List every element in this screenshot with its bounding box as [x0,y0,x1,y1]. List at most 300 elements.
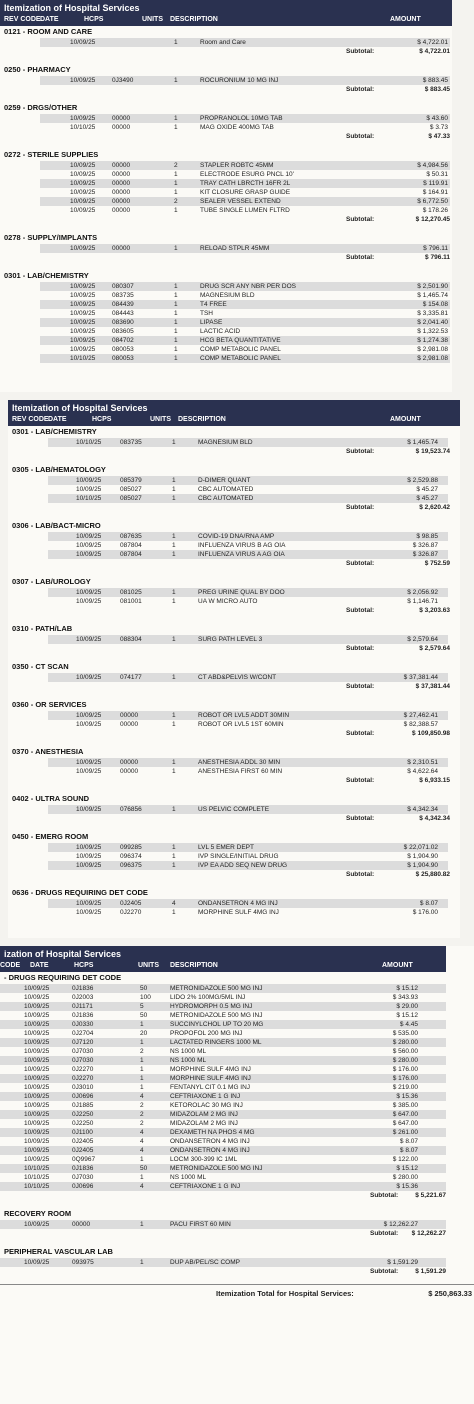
line-item-row [48,861,448,870]
subtotal-value: $ 883.45 [424,86,450,93]
subtotal-label: Subtotal: [370,1192,399,1199]
line-item-date: 10/09/25 [70,283,96,290]
line-item-description: TRAY CATH LBRCTH 16FR 2L [200,180,291,187]
line-item-description: LACTIC ACID [200,328,241,335]
line-item-date: 10/09/25 [76,533,102,540]
charge-section [8,661,460,699]
line-item-row [0,1038,446,1047]
line-item-units: 5 [140,1003,144,1010]
line-item-description: PREG URINE QUAL BY DOO [198,589,285,596]
line-item-units: 1 [172,439,176,446]
col-description: DESCRIPTION [170,962,218,969]
subtotal-label: Subtotal: [346,871,375,878]
line-item-hcps: 083735 [120,439,142,446]
line-item-amount: $ 176.00 [392,1066,418,1073]
line-item-row [48,485,448,494]
line-item-date: 10/09/25 [24,1030,50,1037]
line-item-amount: $ 43.60 [426,115,448,122]
line-item-description: DRUG SCR ANY NBR PER DOS [200,283,296,290]
line-item-description: ONDANSETRON 4 MG INJ [170,1138,250,1145]
line-item-hcps: 096374 [120,853,142,860]
line-item-description: HYDROMORPH 0.5 MG INJ [170,1003,253,1010]
charge-section [8,746,460,793]
line-item-hcps: 00000 [120,721,139,728]
subtotal-value: $ 25,880.82 [415,871,450,878]
line-item-date: 10/09/25 [70,180,96,187]
subtotal-label: Subtotal: [370,1230,399,1237]
line-item-description: CT ABD&PELVIS W/CONT [198,674,277,681]
line-item-units: 1 [172,589,176,596]
line-item-date: 10/10/25 [76,439,102,446]
line-item-date: 10/10/25 [70,355,96,362]
charge-section [0,972,474,1208]
subtotal-label: Subtotal: [346,48,375,55]
section-subtotal [0,47,452,58]
line-item-amount: $ 4.45 [399,1021,418,1028]
line-item-date: 10/09/25 [70,292,96,299]
line-item-date: 10/09/25 [76,712,102,719]
line-item-row [0,984,446,993]
line-item-units: 1 [174,292,178,299]
line-item-row [40,300,450,309]
line-item-amount: $ 560.00 [392,1048,418,1055]
line-item-hcps: 00000 [120,768,139,775]
line-item-hcps: 00000 [112,198,131,205]
line-item-date: 10/10/25 [76,495,102,502]
charge-section [8,464,460,520]
line-item-amount: $ 2,501.90 [417,283,448,290]
line-item-description: METRONIDAZOLE 500 MG INJ [170,985,263,992]
line-item-date: 10/09/25 [24,1138,50,1145]
section-subtotal [0,253,452,264]
line-item-date: 10/09/25 [76,853,102,860]
line-item-units: 1 [174,171,178,178]
line-item-date: 10/10/25 [24,1165,50,1172]
line-item-amount: $ 2,310.51 [407,759,438,766]
line-item-units: 1 [172,844,176,851]
page-header [0,946,446,972]
line-item-hcps: 087804 [120,542,142,549]
line-item-description: FENTANYL CIT 0.1 MG INJ [170,1084,251,1091]
subtotal-value: $ 2,579.64 [419,645,450,652]
line-item-row [40,179,450,188]
charge-section [0,1246,474,1284]
line-item-description: D-DIMER QUANT [198,477,251,484]
charge-section [0,1208,474,1246]
line-item-row [0,1101,446,1110]
line-item-description: MAG OXIDE 400MG TAB [200,124,274,131]
line-item-hcps: 080307 [112,283,134,290]
section-heading: 0121 - ROOM AND CARE [4,27,93,36]
line-item-units: 4 [140,1093,144,1100]
line-item-date: 10/09/25 [24,1021,50,1028]
line-item-amount: $ 796.11 [423,245,448,252]
section-heading: 0305 - LAB/HEMATOLOGY [12,465,106,474]
line-item-amount: $ 15.12 [396,985,418,992]
charge-section [0,64,452,102]
line-item-hcps: 0J7030 [72,1174,94,1181]
line-item-row [0,1164,446,1173]
page-header [8,400,460,426]
line-item-amount: $ 45.27 [416,486,438,493]
line-item-description: ROCURONIUM 10 MG INJ [200,77,279,84]
column-headers [0,14,452,26]
line-item-units: 1 [140,1221,144,1228]
line-item-row [40,282,450,291]
line-item-units: 1 [140,1174,144,1181]
line-item-amount: $ 261.00 [392,1129,418,1136]
line-item-hcps: 084439 [112,301,134,308]
col-hcps: HCPS [84,16,104,23]
subtotal-value: $ 1,591.29 [415,1268,446,1275]
line-item-units: 1 [172,768,176,775]
page-3-sections [0,972,474,1284]
line-item-description: IVP SINGLE/INITIAL DRUG [198,853,279,860]
line-item-units: 20 [140,1030,148,1037]
section-subtotal [0,85,452,96]
charge-section [8,623,460,661]
line-item-hcps: 00000 [112,115,131,122]
col-units: UNITS [138,962,159,969]
line-item-row [40,188,450,197]
line-item-hcps: 083735 [112,292,134,299]
line-item-hcps: 085027 [120,486,142,493]
line-item-row [0,1029,446,1038]
line-item-amount: $ 45.27 [416,495,438,502]
line-item-units: 1 [172,551,176,558]
line-item-row [48,635,448,644]
line-item-amount: $ 4,722.01 [417,39,448,46]
line-item-units: 1 [140,1066,144,1073]
subtotal-label: Subtotal: [346,133,375,140]
line-item-description: COMP METABOLIC PANEL [200,355,281,362]
line-item-amount: $ 2,529.88 [407,477,438,484]
line-item-units: 1 [172,477,176,484]
line-item-hcps: 081001 [120,598,142,605]
line-item-hcps: 0J2405 [72,1138,94,1145]
subtotal-value: $ 3,203.63 [419,607,450,614]
col-units: UNITS [150,416,171,423]
col-date: DATE [48,416,67,423]
subtotal-value: $ 4,342.34 [419,815,450,822]
line-item-hcps: 0J0696 [72,1183,94,1190]
section-subtotal [8,870,460,881]
line-item-date: 10/09/25 [24,1003,50,1010]
line-item-description: RELOAD STPLR 45MM [200,245,270,252]
line-item-amount: $ 647.00 [392,1111,418,1118]
line-item-row [0,1137,446,1146]
line-item-date: 10/09/25 [24,1259,50,1266]
line-item-row [40,206,450,215]
line-item-date: 10/09/25 [24,1111,50,1118]
section-subtotal [0,215,452,226]
line-item-hcps: 0J2270 [72,1075,94,1082]
line-item-date: 10/09/25 [70,328,96,335]
line-item-row [0,1258,446,1267]
line-item-units: 1 [172,862,176,869]
col-description: DESCRIPTION [178,416,226,423]
line-item-date: 10/09/25 [24,1066,50,1073]
line-item-row [48,899,448,908]
line-item-amount: $ 4,622.64 [407,768,438,775]
page-2-sections [8,426,460,923]
line-item-units: 1 [174,355,178,362]
line-item-amount: $ 1,465.74 [407,439,438,446]
line-item-hcps: 0J1885 [72,1102,94,1109]
line-item-amount: $ 164.91 [422,189,448,196]
line-item-amount: $ 82,388.57 [403,721,438,728]
line-item-date: 10/09/25 [24,985,50,992]
line-item-amount: $ 1,591.29 [387,1259,418,1266]
line-item-hcps: 085379 [120,477,142,484]
section-heading: 0636 - DRUGS REQUIRING DET CODE [12,888,148,897]
line-item-units: 1 [172,674,176,681]
line-item-hcps: 0J2250 [72,1120,94,1127]
line-item-description: ONDANSETRON 4 MG INJ [170,1147,250,1154]
line-item-description: CBC AUTOMATED [198,486,254,493]
line-item-description: PROPRANOLOL 10MG TAB [200,115,283,122]
line-item-amount: $ 29.00 [396,1003,418,1010]
line-item-hcps: 0J3010 [72,1084,94,1091]
line-item-description: CEFTRIAXONE 1 G INJ [170,1183,241,1190]
line-item-row [0,1011,446,1020]
line-item-date: 10/09/25 [76,636,102,643]
line-item-units: 1 [140,1039,144,1046]
line-item-units: 2 [174,198,178,205]
line-item-date: 10/09/25 [70,77,96,84]
line-item-units: 1 [172,542,176,549]
line-item-row [40,336,450,345]
line-item-date: 10/09/25 [24,1156,50,1163]
line-item-row [40,345,450,354]
line-item-amount: $ 8.07 [399,1147,418,1154]
line-item-hcps: 00000 [112,171,131,178]
line-item-units: 1 [174,337,178,344]
line-item-row [0,1119,446,1128]
col-amount: AMOUNT [390,416,421,423]
line-item-units: 4 [140,1129,144,1136]
line-item-row [48,843,448,852]
line-item-row [40,244,450,253]
line-item-row [0,1047,446,1056]
line-item-hcps: 099285 [120,844,142,851]
section-subtotal [0,132,452,143]
grand-total-label: Itemization Total for Hospital Services: [216,1289,354,1298]
statement-page-3 [0,946,474,1404]
line-item-date: 10/09/25 [76,477,102,484]
line-item-description: UA W MICRO AUTO [198,598,258,605]
charge-section [0,26,452,64]
line-item-hcps: 0J1836 [72,1012,94,1019]
section-heading: 0310 - PATH/LAB [12,624,73,633]
line-item-description: KIT CLOSURE GRASP GUIDE [200,189,291,196]
line-item-row [0,1155,446,1164]
line-item-row [48,673,448,682]
line-item-row [48,908,448,917]
line-item-row [40,76,450,85]
line-item-date: 10/09/25 [76,674,102,681]
charge-section [8,699,460,746]
line-item-row [48,711,448,720]
subtotal-label: Subtotal: [346,504,375,511]
line-item-amount: $ 326.87 [412,542,438,549]
line-item-units: 1 [174,301,178,308]
subtotal-label: Subtotal: [346,645,375,652]
line-item-row [0,1020,446,1029]
line-item-description: NS 1000 ML [170,1174,207,1181]
subtotal-value: $ 4,722.01 [419,48,450,55]
subtotal-value: $ 19,523.74 [415,448,450,455]
line-item-amount: $ 6,772.50 [417,198,448,205]
col-date: DATE [40,16,59,23]
line-item-description: INFLUENZA VIRUS A AG OIA [198,551,285,558]
line-item-amount: $ 1,146.71 [407,598,438,605]
col-rev-code: CODE [0,962,21,969]
subtotal-label: Subtotal: [346,730,375,737]
line-item-date: 10/09/25 [76,900,102,907]
line-item-hcps: 00000 [112,124,131,131]
charge-section [8,576,460,623]
line-item-units: 1 [174,319,178,326]
subtotal-label: Subtotal: [346,607,375,614]
subtotal-label: Subtotal: [346,560,375,567]
line-item-row [48,767,448,776]
section-subtotal [0,1267,474,1278]
line-item-units: 2 [140,1120,144,1127]
line-item-units: 1 [174,39,178,46]
line-item-description: PACU FIRST 60 MIN [170,1221,231,1228]
section-heading: 0402 - ULTRA SOUND [12,794,90,803]
line-item-description: CEFTRIAXONE 1 G INJ [170,1093,241,1100]
grand-total [0,1285,474,1303]
line-item-date: 10/09/25 [24,1039,50,1046]
line-item-units: 1 [174,180,178,187]
line-item-units: 1 [140,1259,144,1266]
line-item-hcps: 083690 [112,319,134,326]
line-item-row [0,1110,446,1119]
section-heading: 0278 - SUPPLY/IMPLANTS [4,233,98,242]
line-item-description: ROBOT OR LVL5 ADDT 30MIN [198,712,290,719]
line-item-row [48,720,448,729]
charge-section [8,887,460,923]
line-item-amount: $ 535.00 [392,1030,418,1037]
section-subtotal [8,503,460,514]
line-item-description: T4 FREE [200,301,227,308]
line-item-amount: $ 37,381.44 [403,674,438,681]
section-subtotal [8,447,460,458]
line-item-date: 10/09/25 [70,337,96,344]
line-item-date: 10/09/25 [24,1012,50,1019]
line-item-units: 1 [172,533,176,540]
line-item-amount: $ 280.00 [392,1057,418,1064]
line-item-description: Room and Care [200,39,246,46]
line-item-row [48,758,448,767]
line-item-date: 10/09/25 [76,759,102,766]
line-item-hcps: 0J2405 [120,900,142,907]
line-item-hcps: 00000 [112,189,131,196]
section-subtotal [8,559,460,570]
line-item-units: 2 [140,1111,144,1118]
line-item-date: 10/09/25 [76,768,102,775]
line-item-units: 1 [172,598,176,605]
line-item-date: 10/09/25 [76,909,102,916]
line-item-description: SURG PATH LEVEL 3 [198,636,263,643]
line-item-hcps: 096375 [120,862,142,869]
line-item-date: 10/09/25 [70,115,96,122]
page-header [0,0,452,26]
column-headers [0,960,446,972]
col-hcps: HCPS [74,962,94,969]
line-item-description: ANESTHESIA ADDL 30 MIN [198,759,281,766]
line-item-date: 10/09/25 [76,486,102,493]
section-heading: 0306 - LAB/BACT-MICRO [12,521,101,530]
section-heading: - DRUGS REQUIRING DET CODE [4,973,122,982]
line-item-description: METRONIDAZOLE 500 MG INJ [170,1012,263,1019]
section-subtotal [8,729,460,740]
line-item-row [40,161,450,170]
line-item-date: 10/09/25 [24,1084,50,1091]
line-item-description: ONDANSETRON 4 MG INJ [198,900,278,907]
subtotal-label: Subtotal: [346,683,375,690]
line-item-amount: $ 385.00 [392,1102,418,1109]
line-item-units: 1 [174,310,178,317]
line-item-row [40,291,450,300]
line-item-units: 1 [140,1075,144,1082]
line-item-hcps: 0J0696 [72,1093,94,1100]
line-item-hcps: 088304 [120,636,142,643]
line-item-amount: $ 2,041.40 [417,319,448,326]
line-item-row [48,597,448,606]
line-item-hcps: 080053 [112,346,134,353]
line-item-amount: $ 3.73 [429,124,448,131]
line-item-hcps: 00000 [112,180,131,187]
section-subtotal [8,606,460,617]
line-item-row [0,1173,446,1182]
charge-section [8,520,460,576]
charge-section [8,831,460,887]
line-item-date: 10/09/25 [24,1075,50,1082]
line-item-hcps: 00000 [112,245,131,252]
line-item-hcps: 0J2704 [72,1030,94,1037]
line-item-hcps: 0J1100 [72,1129,93,1136]
line-item-units: 1 [140,1021,144,1028]
line-item-description: LVL 5 EMER DEPT [198,844,254,851]
line-item-description: ROBOT OR LVL5 1ST 60MIN [198,721,284,728]
line-item-hcps: 00000 [72,1221,91,1228]
line-item-row [48,494,448,503]
subtotal-value: $ 5,221.67 [415,1192,446,1199]
line-item-hcps: 0J3490 [112,77,134,84]
line-item-description: SUCCINYLCHOL UP TO 20 MG [170,1021,264,1028]
line-item-row [48,805,448,814]
line-item-date: 10/09/25 [70,171,96,178]
line-item-units: 100 [140,994,151,1001]
line-item-amount: $ 178.26 [422,207,448,214]
line-item-hcps: 081025 [120,589,142,596]
col-date: DATE [30,962,49,969]
line-item-description: KETOROLAC 30 MG INJ [170,1102,243,1109]
line-item-units: 1 [174,124,178,131]
line-item-description: DUP AB/PEL/SC COMP [170,1259,240,1266]
line-item-amount: $ 219.00 [392,1084,418,1091]
subtotal-value: $ 2,620.42 [419,504,450,511]
line-item-units: 1 [140,1057,144,1064]
line-item-amount: $ 22,071.02 [403,844,438,851]
line-item-amount: $ 343.93 [392,994,418,1001]
line-item-hcps: 0J7120 [72,1039,94,1046]
line-item-row [40,197,450,206]
section-heading: 0350 - CT SCAN [12,662,69,671]
